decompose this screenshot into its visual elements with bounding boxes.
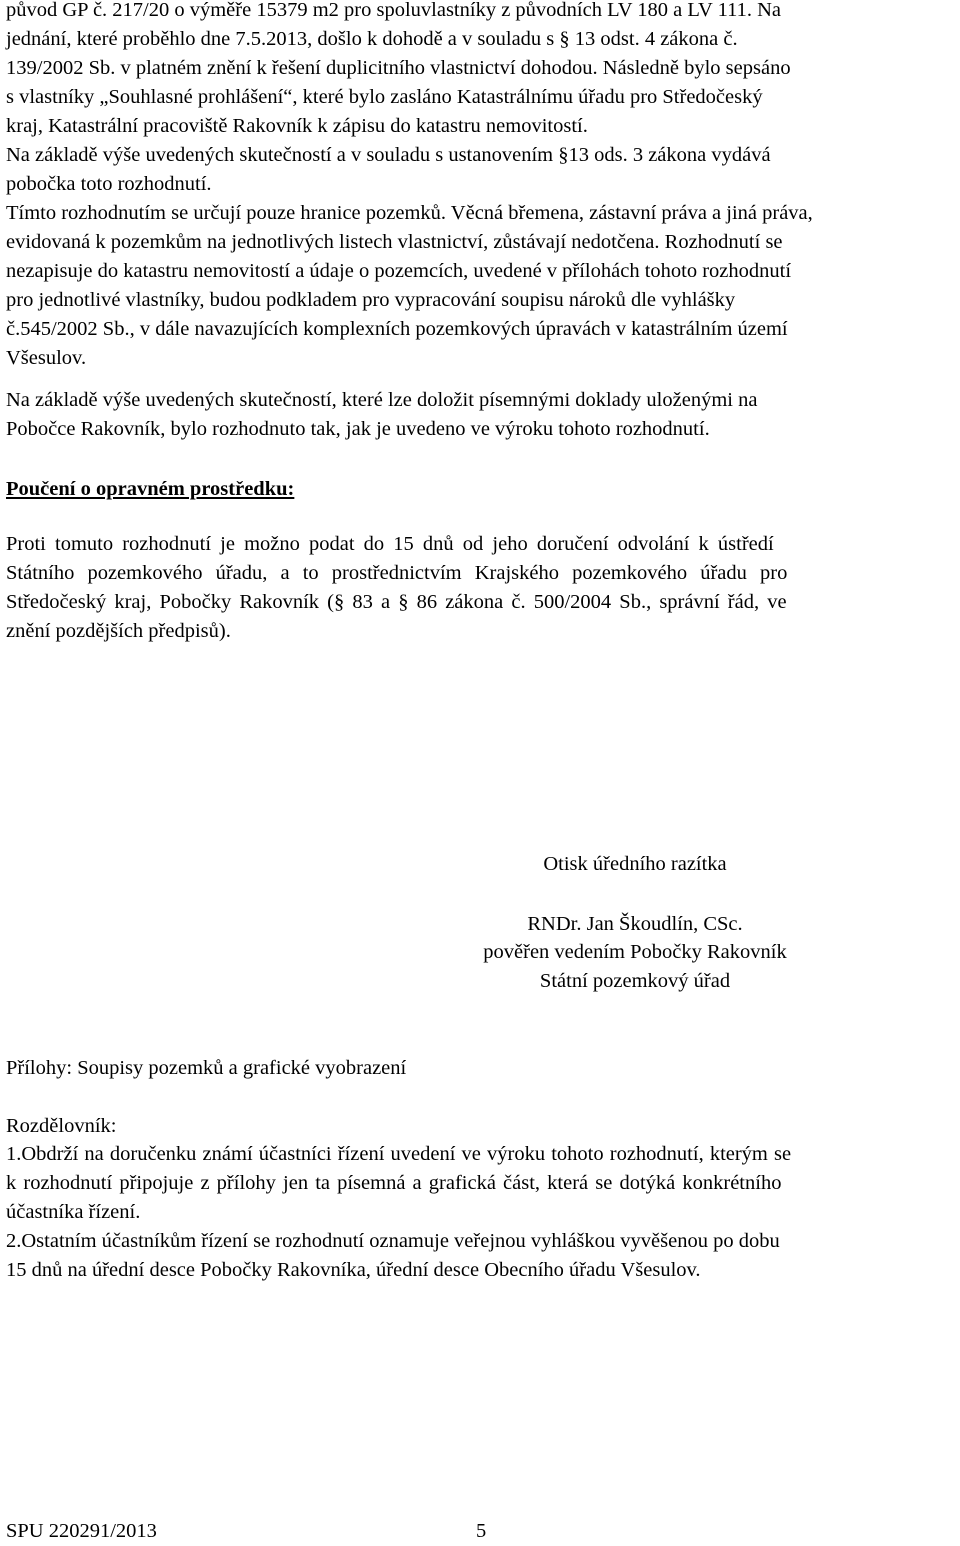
body-paragraph-appeal [6,530,958,646]
text-line: nezapisuje do katastru nemovitostí a údaje o pozemcích, uvedené v přílohách tohoto rozhodnutí [6,260,792,282]
list-item: 2.Ostatním účastníkům řízení se rozhodnutí oznamuje veřejnou vyhláškou vyvěšenou po dobu [6,1230,780,1252]
text-line: Všesulov. [6,347,87,369]
text-line: kraj, Katastrální pracoviště Rakovník k zápisu do katastru nemovitostí. [6,115,588,137]
attachments-line: Přílohy: Soupisy pozemků a grafické vyobrazení [6,1057,407,1079]
text-line: Proti tomuto rozhodnutí je možno podat do 15 dnů od jeho doručení odvolání k ústředí [6,533,774,555]
signatory-name: RNDr. Jan Škoudlín, CSc. [527,913,743,935]
text-line: 139/2002 Sb. v platném znění k řešení duplicitního vlastnictví dohodou. Následně bylo sepsáno [6,57,791,79]
document-reference: SPU 220291/2013 [6,1520,157,1542]
text-line: jednání, které proběhlo dne 7.5.2013, došlo k dohodě a v souladu s § 13 odst. 4 zákona č. [6,28,738,50]
text-line: pobočka toto rozhodnutí. [6,173,212,195]
list-item: k rozhodnutí připojuje z přílohy jen ta písemná a grafická část, která se dotýká konkrétního [6,1172,782,1194]
text-line: Státního pozemkového úřadu, a to prostřednictvím Krajského pozemkového úřadu pro [6,562,788,584]
signatory-office: Státní pozemkový úřad [539,970,731,992]
text-line: Středočeský kraj, Pobočky Rakovník (§ 83 a § 86 zákona č. 500/2004 Sb., správní řád, ve [6,591,787,613]
text-line: evidovaná k pozemkům na jednotlivých listech vlastnictví, zůstávají nedotčena. Rozhodnutí se [6,231,783,253]
text-line: Na základě výše uvedených skutečností a v souladu s ustanovením §13 ods. 3 zákona vydává [6,144,771,166]
text-line: pro jednotlivé vlastníky, budou podkladem pro vypracování soupisu nároků dle vyhlášky [6,289,736,311]
appeal-heading: Poučení o opravném prostředku: [6,478,295,500]
text-line: znění pozdějších předpisů). [6,620,231,642]
list-item: 15 dnů na úřední desce Pobočky Rakovníka, úřední desce Obecního úřadu Všesulov. [6,1259,701,1281]
distribution-list [6,1140,958,1285]
text-line: s vlastníky „Souhlasné prohlášení“, které bylo zasláno Katastrálnímu úřadu pro Středočeský [6,86,763,108]
signatory-role: pověřen vedením Pobočky Rakovník [483,941,787,963]
text-line: původ GP č. 217/20 o výměře 15379 m2 pro spoluvlastníky z původních LV 180 a LV 111. Na [6,0,781,21]
body-paragraph-conclusion [6,386,958,444]
distribution-title: Rozdělovník: [6,1115,117,1137]
text-line: Tímto rozhodnutím se určují pouze hranice pozemků. Věcná břemena, zástavní práva a jiná práva, [6,202,813,224]
text-line: Na základě výše uvedených skutečností, které lze doložit písemnými doklady uloženými na [6,389,758,411]
stamp-placeholder-text: Otisk úředního razítka [543,853,727,875]
page-number: 5 [476,1520,487,1542]
text-line: Pobočce Rakovník, bylo rozhodnuto tak, jak je uvedeno ve výroku tohoto rozhodnutí. [6,418,710,440]
text-line: č.545/2002 Sb., v dále navazujících komplexních pozemkových úpravách v katastrálním území [6,318,788,340]
list-item: 1.Obdrží na doručenku známí účastníci řízení uvedení ve výroku tohoto rozhodnutí, kterým se [6,1143,792,1165]
list-item: účastníka řízení. [6,1201,141,1223]
body-paragraph-decision [6,0,958,373]
